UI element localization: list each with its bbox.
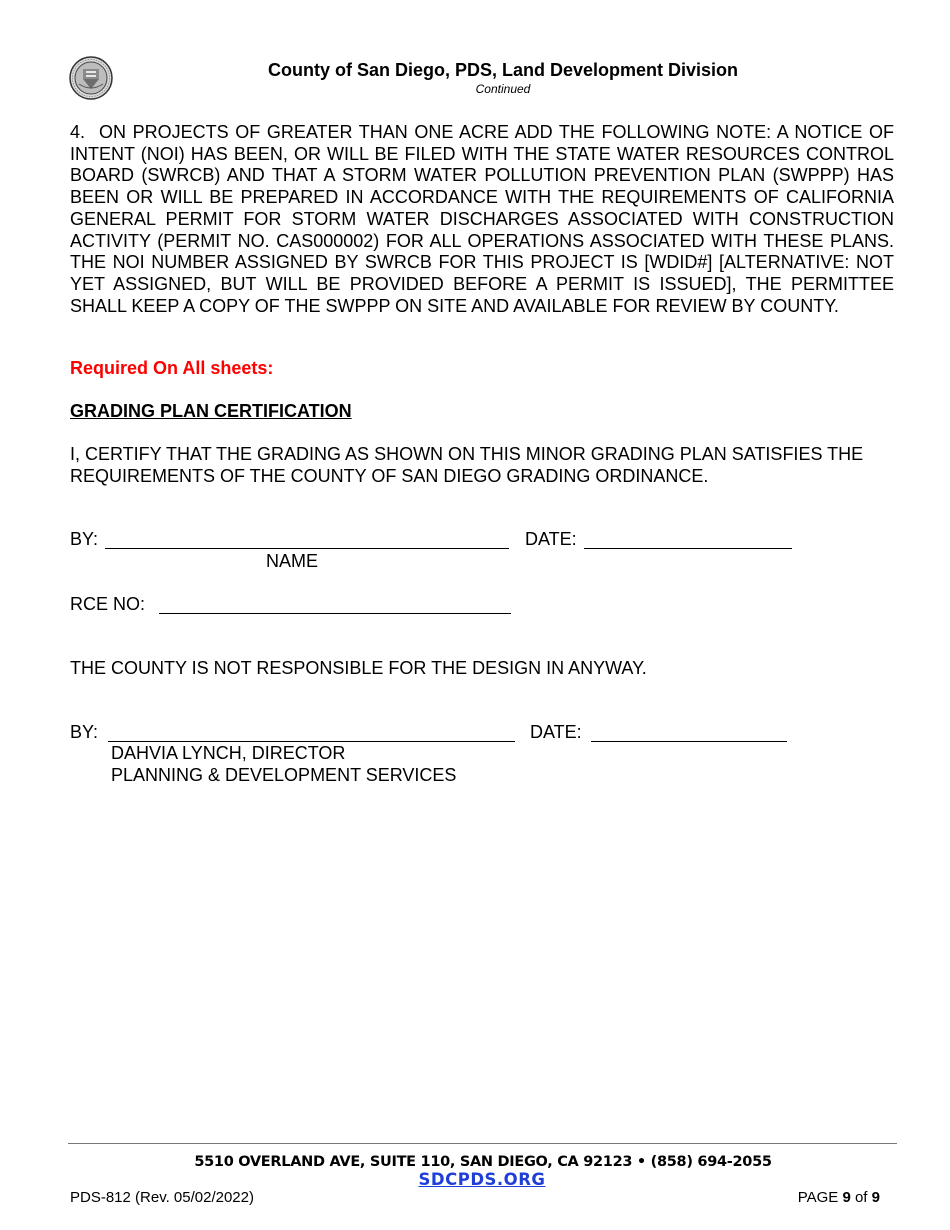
form-number: PDS-812 (Rev. 05/02/2022) [70,1189,254,1206]
page-total: 9 [871,1189,880,1206]
name-caption: NAME [266,551,319,571]
signature-field[interactable] [105,548,509,549]
director-date-field[interactable] [591,741,787,742]
director-signature-field[interactable] [108,741,515,742]
footer-divider [68,1143,897,1144]
rce-field[interactable] [159,613,511,614]
rce-label: RCE NO: [70,594,146,614]
director-name: DAHVIA LYNCH, DIRECTOR [111,743,346,763]
website-link[interactable]: SDCPDS.ORG [418,1170,546,1189]
by-label: BY: [70,529,99,549]
director-date-label: DATE: [530,722,582,742]
page-current: 9 [842,1189,851,1206]
date-label: DATE: [525,529,577,549]
note-paragraph [70,122,894,317]
note-number: 4. [70,122,86,142]
certification-title: GRADING PLAN CERTIFICATION [70,401,352,421]
footer-address: 5510 OVERLAND AVE, SUITE 110, SAN DIEGO, CA 92123 • (858) 694-2055 [194,1154,772,1170]
required-label: Required On All sheets: [70,358,274,378]
page-subtitle: Continued [475,82,531,96]
page-title: County of San Diego, PDS, Land Development Division [267,60,739,80]
county-disclaimer: THE COUNTY IS NOT RESPONSIBLE FOR THE DESIGN IN ANYWAY. [70,658,647,678]
page-number [798,1189,880,1206]
note-text: ON PROJECTS OF GREATER THAN ONE ACRE ADD THE FOLLOWING NOTE: A NOTICE OF INTENT (NOI) HAS BEEN, OR WILL BE FILED WITH THE STATE WATER RESOURCES CONTROL BOARD (SWRCB) AND THAT A STORM WATER POLLUTION PREVENTION PLAN (SWPPP) HAS BEEN OR WILL BE PREPARED IN ACCORDANCE WITH THE REQUIREMENTS OF CALIFORNIA GENERAL PERMIT FOR STORM WATER DISCHARGES ASSOCIATED WITH CONSTRUCTION ACTIVITY (PERMIT NO. CAS000002) FOR ALL OPERATIONS ASSOCIATED WITH THESE PLANS. THE NOI NUMBER ASSIGNED BY SWRCB FOR THIS PROJECT IS [WDID#] [ALTERNATIVE: NOT YET ASSIGNED, BUT WILL BE PROVIDED BEFORE A PERMIT IS ISSUED], THE PERMITTEE SHALL KEEP A COPY OF THE SWPPP ON SITE AND AVAILABLE FOR REVIEW BY COUNTY. [70,122,894,316]
page-label: PAGE [797,1189,839,1206]
director-by-label: BY: [70,722,99,742]
certification-text: I, CERTIFY THAT THE GRADING AS SHOWN ON THIS MINOR GRADING PLAN SATISFIES THE REQUIREMENTS OF THE COUNTY OF SAN DIEGO GRADING ORDINANCE. [70,444,864,486]
page-of: of [854,1189,868,1206]
director-department: PLANNING & DEVELOPMENT SERVICES [111,765,457,785]
date-field[interactable] [584,548,792,549]
